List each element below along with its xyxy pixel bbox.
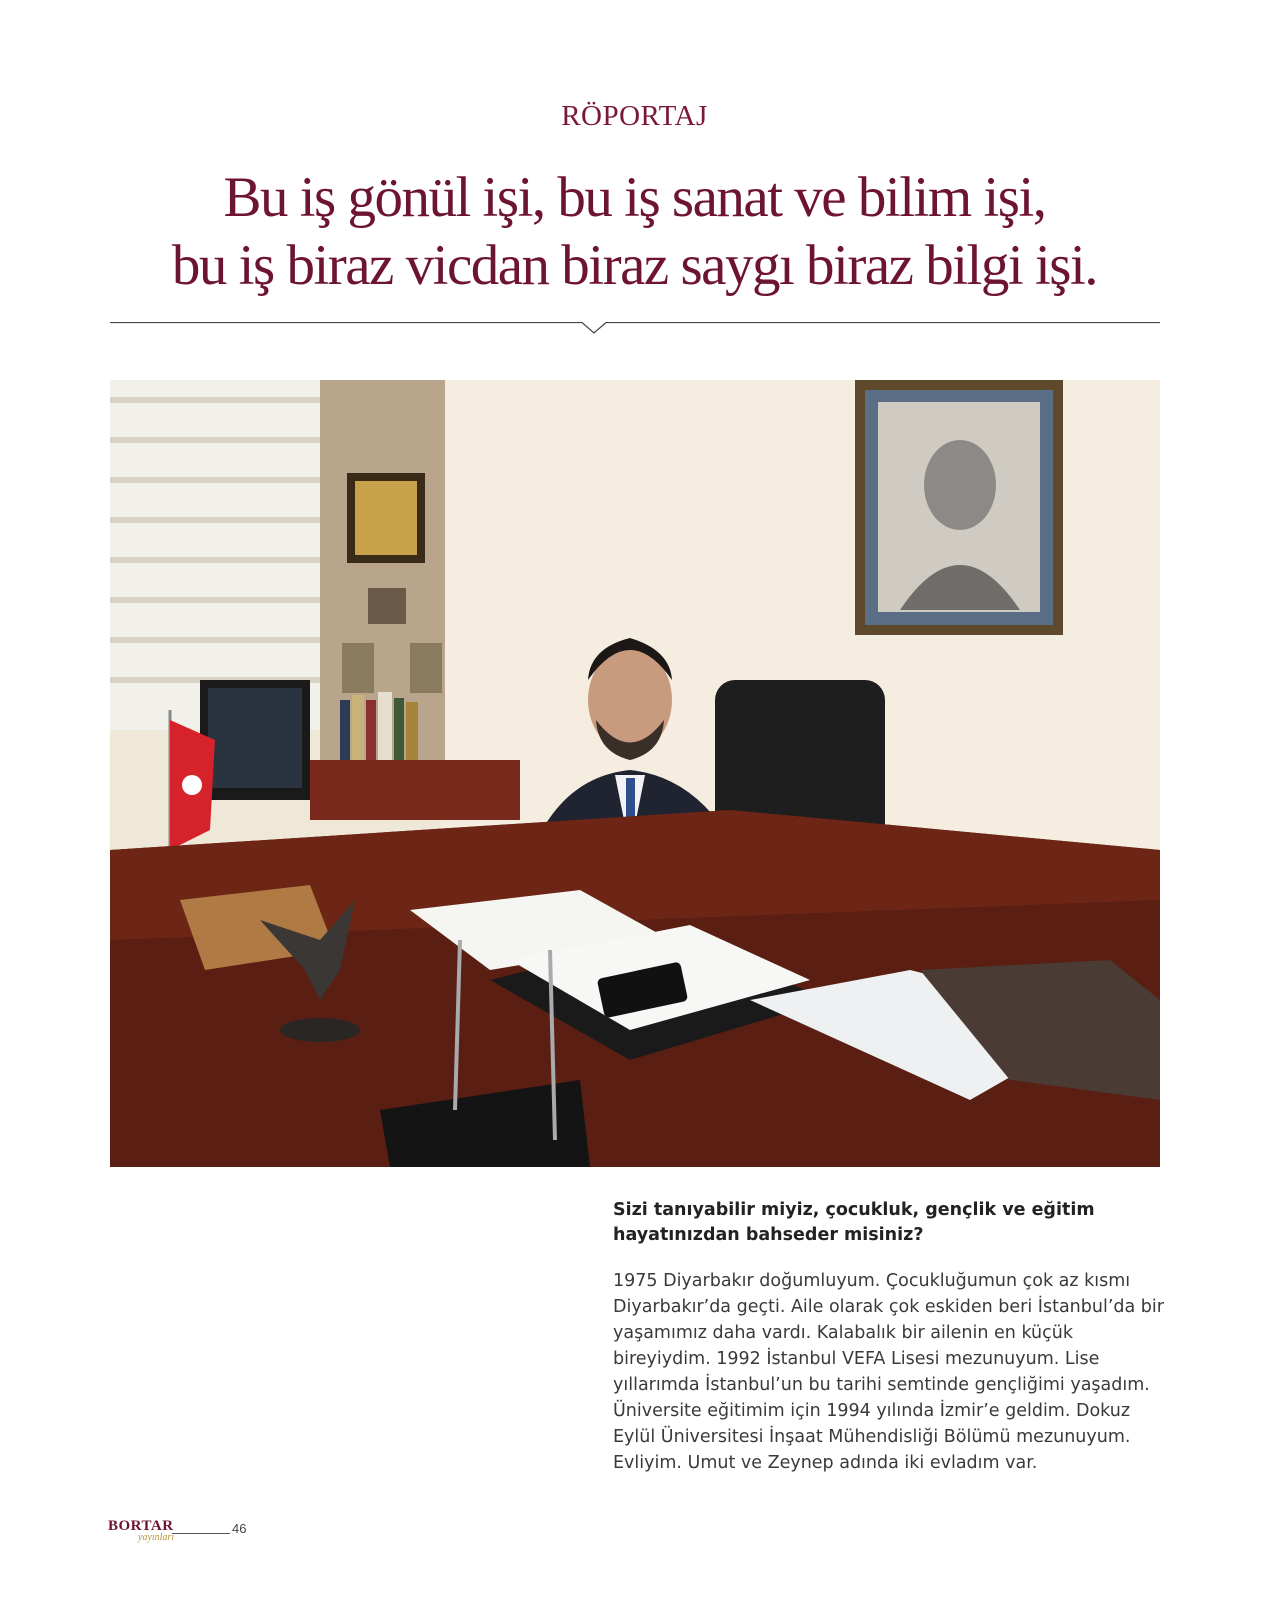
section-label: RÖPORTAJ xyxy=(561,100,708,132)
brand-subtitle: yayınları xyxy=(138,1532,175,1543)
question-line: Sizi tanıyabilir miyiz, çocukluk, gençlik ve eğitim xyxy=(613,1200,1095,1220)
interview-photo xyxy=(110,380,1160,1167)
brand-logo: BORTAR xyxy=(108,1518,174,1534)
headline-line-1: Bu iş gönül işi, bu iş sanat ve bilim işi, xyxy=(223,166,1046,229)
question-line: hayatınızdan bahseder misiniz? xyxy=(613,1225,924,1245)
office-scene-illustration xyxy=(110,380,1160,1167)
interview-question xyxy=(613,1198,1173,1248)
interview-answer xyxy=(613,1268,1173,1476)
footer-rule xyxy=(172,1533,230,1534)
page-number: 46 xyxy=(232,1521,247,1536)
page-footer xyxy=(108,1518,308,1548)
answer-line: Eylül Üniversitesi İnşaat Mühendisliği Bölümü mezunuyum. xyxy=(613,1427,1131,1447)
answer-line: yaşamımız daha vardı. Kalabalık bir ailenin en küçük xyxy=(613,1323,1073,1343)
answer-line: Üniversite eğitimim için 1994 yılında İzmir’e geldim. Dokuz xyxy=(613,1401,1131,1421)
answer-line: Evliyim. Umut ve Zeynep adında iki evladım var. xyxy=(613,1453,1038,1473)
divider-with-arrow xyxy=(110,322,1160,338)
answer-line: Diyarbakır’da geçti. Aile olarak çok eskiden beri İstanbul’da bir xyxy=(613,1297,1164,1317)
interview-block xyxy=(613,1198,1173,1476)
answer-line: bireyiydim. 1992 İstanbul VEFA Lisesi mezunuyum. Lise xyxy=(613,1349,1100,1369)
answer-line: 1975 Diyarbakır doğumluyum. Çocukluğumun çok az kısmı xyxy=(613,1271,1131,1291)
answer-line: yıllarımda İstanbul’un bu tarihi semtinde gençliğimi yaşadım. xyxy=(613,1375,1150,1395)
headline xyxy=(0,164,1269,300)
headline-line-2: bu iş biraz vicdan biraz saygı biraz bilgi işi. xyxy=(171,234,1098,297)
